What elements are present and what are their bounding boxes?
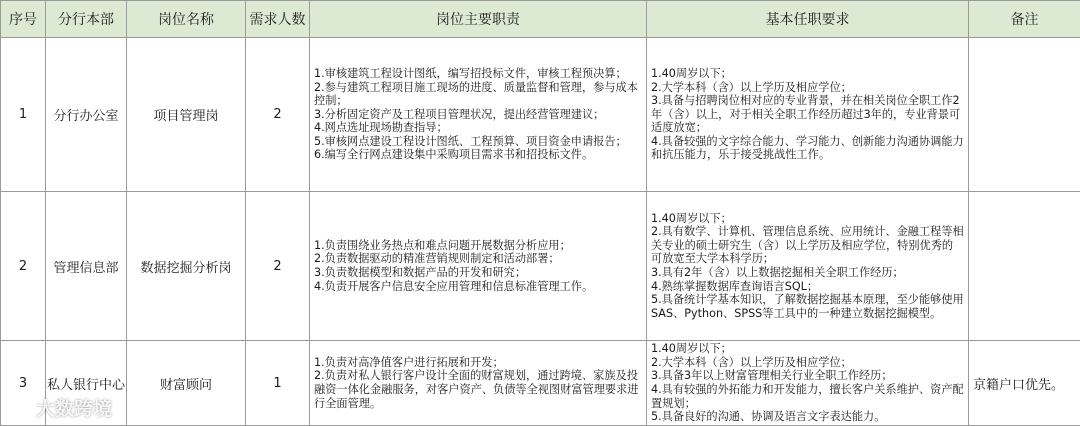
requirement-item: 3.具有2年（含）以上数据挖掘相关全职工作经历； [651,266,964,280]
header-count: 需求人数 [246,1,310,38]
row-dept: 管理信息部 [46,192,127,341]
row-no: 2 [1,192,46,341]
watermark-text: 大数跨境 [36,394,112,421]
duty-item: 2.参与建筑工程项目施工现场的进度、质量监督和管理，参与成本控制； [314,81,642,108]
duty-item: 1.负责围绕业务热点和难点问题开展数据分析应用； [314,239,642,253]
header-row [1,1,1080,38]
row-note: 京籍户口优先。 [969,341,1080,426]
row-position: 项目管理岗 [127,38,246,192]
row-position: 财富顾问 [127,341,246,426]
row-requirements [647,341,969,426]
requirement-item: 2.具有数学、计算机、管理信息系统、应用统计、金融工程等相关专业的硕士研究生（含）以上学历及相应学位，特别优秀的可放宽至大学本科学历； [651,225,964,266]
header-note: 备注 [969,1,1080,38]
duty-item: 5.审核网点建设工程设计图纸、工程预算、项目资金申请报告； [314,135,642,149]
requirement-item: 1.40周岁以下； [651,212,964,226]
requirement-item: 1.40周岁以下； [651,342,964,356]
requirement-item: 4.具备较强的文字综合能力、学习能力、创新能力沟通协调能力和抗压能力，乐于接受挑战性工作。 [651,135,964,162]
row-position: 数据挖掘分析岗 [127,192,246,341]
duty-item: 4.负责开展客户信息安全应用管理和信息标准管理工作。 [314,280,642,294]
requirement-item: 3.具备与招聘岗位相对应的专业背景，并在相关岗位全职工作2年（含）以上，对于相关全职工作经历超过3年的，专业背景可适度放宽； [651,94,964,135]
requirement-item: 2.大学本科（含）以上学历及相应学位； [651,81,964,95]
requirement-item: 5.具备良好的沟通、协调及语言文字表达能力。 [651,410,964,424]
requirement-item: 2.大学本科（含）以上学历及相应学位； [651,356,964,370]
row-count: 1 [246,341,310,426]
header-dept: 分行本部 [46,1,127,38]
duty-item: 1.审核建筑工程设计图纸，编写招投标文件，审核工程预决算； [314,67,642,81]
duty-item: 2.负责对私人银行客户设计全面的财富规划，通过跨境、家族及投融资一体化金融服务，对客户资产、负债等全视图财富管理要求进行全面管理。 [314,369,642,410]
header-no: 序号 [1,1,46,38]
row-note [969,38,1080,192]
duty-item: 3.分析固定资产及工程项目管理状况，提出经营管理建议； [314,108,642,122]
row-duties [310,341,647,426]
requirement-item: 1.40周岁以下； [651,67,964,81]
duty-item: 4.网点选址现场勘查指导； [314,121,642,135]
requirement-item: 3.具备3年以上财富管理相关行业全职工作经历； [651,369,964,383]
table-row [1,38,1080,192]
duty-item: 6.编写全行网点建设集中采购项目需求书和招投标文件。 [314,148,642,162]
duty-item: 2.负责数据驱动的精准营销规则制定和活动部署； [314,252,642,266]
row-no: 1 [1,38,46,192]
row-dept: 私人银行中心 [46,341,127,426]
row-duties [310,38,647,192]
row-dept: 分行办公室 [46,38,127,192]
table-row [1,341,1080,426]
requirement-item: 4.熟练掌握数据库查询语言SQL； [651,280,964,294]
row-requirements [647,192,969,341]
duty-item: 3.负责数据模型和数据产品的开发和研究； [314,266,642,280]
row-count: 2 [246,192,310,341]
table-row [1,192,1080,341]
row-count: 2 [246,38,310,192]
header-requirements: 基本任职要求 [647,1,969,38]
row-duties [310,192,647,341]
requirement-item: 4.具有较强的外拓能力和开发能力，擅长客户关系维护、资产配置规划； [651,383,964,410]
row-no: 3 [1,341,46,426]
header-position: 岗位名称 [127,1,246,38]
row-requirements [647,38,969,192]
header-duties: 岗位主要职责 [310,1,647,38]
requirement-item: 5.具备统计学基本知识，了解数据挖掘基本原理，至少能够使用SAS、Python、SPSS等工具中的一种建立数据挖掘模型。 [651,293,964,320]
row-note [969,192,1080,341]
duty-item: 1.负责对高净值客户进行拓展和开发； [314,356,642,370]
